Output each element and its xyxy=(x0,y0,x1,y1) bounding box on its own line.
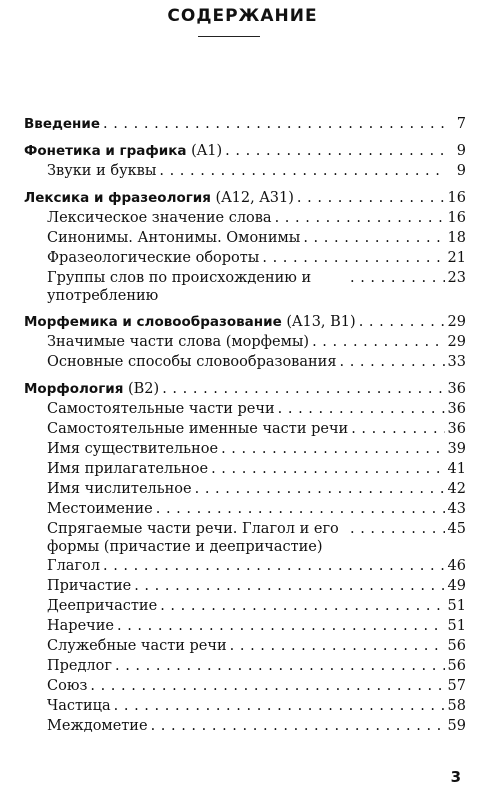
toc-label: Фразеологические обороты xyxy=(47,250,260,266)
dot-leader xyxy=(103,114,445,134)
toc-label: Имя существительное xyxy=(47,441,219,457)
dot-leader xyxy=(350,268,445,288)
toc-page-number: 45 xyxy=(447,521,466,537)
toc-label: Частица xyxy=(47,698,111,714)
toc-page-number: 59 xyxy=(447,718,466,734)
toc-page-number: 9 xyxy=(456,163,466,179)
toc-entry-word-groups xyxy=(24,268,466,305)
toc-entry-nominal-parts xyxy=(24,419,466,439)
toc-label-text: Морфемика и словообразование xyxy=(24,314,282,330)
toc-label xyxy=(24,188,294,208)
dot-leader xyxy=(162,379,444,399)
toc-label: Значимые части слова (морфемы) xyxy=(47,334,310,350)
toc-page-number: 23 xyxy=(447,270,466,286)
toc-label: Причастие xyxy=(47,578,132,594)
toc-label: Введение xyxy=(24,116,100,132)
toc-page-number: 49 xyxy=(447,578,466,594)
toc-page-number: 39 xyxy=(447,441,466,457)
dot-leader xyxy=(195,479,445,499)
toc-entry-pronoun xyxy=(24,499,466,519)
toc-page-number: 36 xyxy=(447,421,466,437)
toc-entry-adjective xyxy=(24,459,466,479)
toc-label-text: Фонетика и графика xyxy=(24,143,187,159)
toc-label: Союз xyxy=(47,678,88,694)
toc-page-number: 36 xyxy=(447,381,466,397)
toc-label: Основные способы словообразования xyxy=(47,354,337,370)
toc-page-number: 7 xyxy=(456,116,466,132)
dot-leader xyxy=(297,188,445,208)
toc-entry-phonetics xyxy=(24,141,466,161)
toc-label: Самостоятельные части речи xyxy=(47,401,275,417)
toc-entry-particle xyxy=(24,696,466,716)
toc-label: Самостоятельные именные части речи xyxy=(47,421,349,437)
dot-leader xyxy=(225,141,445,161)
page-title: СОДЕРЖАНИЕ xyxy=(167,6,318,26)
toc-entry-intro xyxy=(24,114,466,134)
toc-entry-synonyms xyxy=(24,228,466,248)
toc-entry-adverbial-participle xyxy=(24,596,466,616)
toc-entry-participle xyxy=(24,576,466,596)
dot-leader xyxy=(103,556,445,576)
dot-leader xyxy=(134,576,444,596)
toc-page-number: 58 xyxy=(447,698,466,714)
toc-page-number: 9 xyxy=(456,143,466,159)
toc-label: Синонимы. Антонимы. Омонимы xyxy=(47,230,301,246)
dot-leader xyxy=(303,228,444,248)
dot-leader xyxy=(160,596,444,616)
dot-leader xyxy=(350,519,445,539)
toc-label: Звуки и буквы xyxy=(47,163,157,179)
toc-page-number: 56 xyxy=(447,638,466,654)
toc-entry-adverb xyxy=(24,616,466,636)
toc-task-ref: (A12, A31) xyxy=(210,190,294,206)
toc-entry-lexis xyxy=(24,188,466,208)
dot-leader xyxy=(351,419,444,439)
toc-entry-function-parts xyxy=(24,636,466,656)
toc-label: Наречие xyxy=(47,618,114,634)
dot-leader xyxy=(114,696,445,716)
dot-leader xyxy=(151,716,445,736)
dot-leader xyxy=(211,459,444,479)
toc-page-number: 51 xyxy=(447,598,466,614)
toc-label: Имя прилагательное xyxy=(47,461,209,477)
toc-page-number: 29 xyxy=(447,314,466,330)
page-number: 3 xyxy=(450,768,461,786)
toc-page-number: 57 xyxy=(447,678,466,694)
toc-page-number: 56 xyxy=(447,658,466,674)
toc-page-number: 33 xyxy=(447,354,466,370)
dot-leader xyxy=(359,312,445,332)
dot-leader xyxy=(262,248,444,268)
toc-page-number: 18 xyxy=(447,230,466,246)
toc-task-ref: (A13, B1) xyxy=(281,314,356,330)
table-of-contents xyxy=(24,114,466,736)
dot-leader xyxy=(221,439,444,459)
dot-leader xyxy=(90,676,444,696)
toc-label: Глагол xyxy=(47,558,100,574)
dot-leader xyxy=(278,399,445,419)
dot-leader xyxy=(339,352,444,372)
dot-leader xyxy=(230,636,445,656)
toc-page-number: 16 xyxy=(447,190,466,206)
toc-entry-independent-parts xyxy=(24,399,466,419)
toc-entry-morphemes xyxy=(24,332,466,352)
toc-label-text: Морфология xyxy=(24,381,124,397)
toc-label: Деепричастие xyxy=(47,598,158,614)
toc-label: Спрягаемые части речи. Глагол и его формы (причастие и деепричастие) xyxy=(47,521,339,555)
toc-entry-verb-forms xyxy=(24,519,466,556)
toc-page-number: 51 xyxy=(447,618,466,634)
toc-entry-word-formation xyxy=(24,352,466,372)
toc-entry-noun xyxy=(24,439,466,459)
toc-label: Предлог xyxy=(47,658,112,674)
toc-page-number: 43 xyxy=(447,501,466,517)
toc-page-number: 16 xyxy=(447,210,466,226)
toc-entry-morphology xyxy=(24,379,466,399)
toc-page-number: 46 xyxy=(447,558,466,574)
toc-entry-phraseological xyxy=(24,248,466,268)
toc-label xyxy=(24,379,159,399)
dot-leader xyxy=(156,499,445,519)
toc-entry-numeral xyxy=(24,479,466,499)
toc-entry-verb xyxy=(24,556,466,576)
toc-entry-morphemics xyxy=(24,312,466,332)
toc-label-text: Лексика и фразеология xyxy=(24,190,211,206)
dot-leader xyxy=(115,656,445,676)
toc-label xyxy=(24,312,356,332)
toc-task-ref: (B2) xyxy=(123,381,160,397)
dot-leader xyxy=(117,616,445,636)
toc-page-number: 21 xyxy=(447,250,466,266)
toc-label: Служебные части речи xyxy=(47,638,227,654)
toc-entry-lexical-meaning xyxy=(24,208,466,228)
toc-label: Лексическое значение слова xyxy=(47,210,272,226)
dot-leader xyxy=(312,332,444,352)
toc-label: Группы слов по происхождению и употреблению xyxy=(47,270,312,304)
toc-page-number: 29 xyxy=(447,334,466,350)
toc-task-ref: (A1) xyxy=(186,143,223,159)
toc-entry-interjection xyxy=(24,716,466,736)
toc-entry-sounds xyxy=(24,161,466,181)
toc-entry-preposition xyxy=(24,656,466,676)
dot-leader xyxy=(159,161,445,181)
toc-label: Местоимение xyxy=(47,501,153,517)
toc-label xyxy=(24,141,222,161)
toc-label: Междометие xyxy=(47,718,148,734)
toc-entry-conjunction xyxy=(24,676,466,696)
toc-page-number: 36 xyxy=(447,401,466,417)
toc-label: Имя числительное xyxy=(47,481,192,497)
toc-page-number: 41 xyxy=(447,461,466,477)
title-underline xyxy=(198,36,260,37)
toc-page-number: 42 xyxy=(447,481,466,497)
dot-leader xyxy=(275,208,445,228)
